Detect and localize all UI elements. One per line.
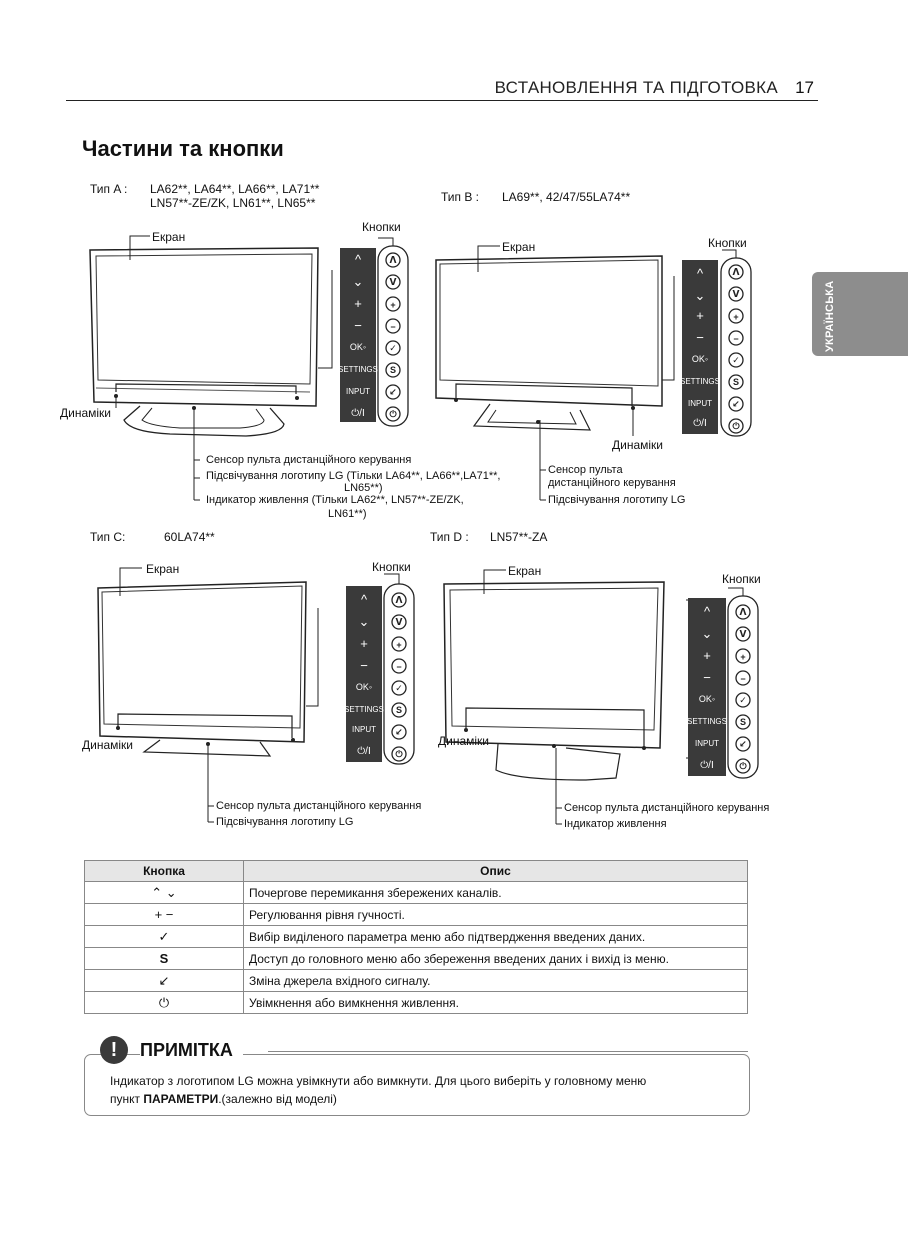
table-header-desc: Опис	[244, 861, 748, 882]
type-c-button-panel	[343, 586, 385, 762]
svg-text:+: +	[390, 300, 396, 310]
svg-text:INPUT: INPUT	[352, 725, 376, 734]
table-row	[85, 926, 748, 948]
svg-text:⌄: ⌄	[352, 274, 364, 289]
svg-text:ᐱ: ᐱ	[395, 595, 403, 605]
type-a-desc-2b: LN65**)	[344, 482, 383, 494]
svg-text:ᐯ: ᐯ	[395, 617, 403, 627]
svg-text:ᐯ: ᐯ	[389, 277, 397, 287]
svg-text:^: ^	[360, 592, 368, 607]
svg-text:⏻: ⏻	[739, 761, 747, 771]
svg-text:✓: ✓	[732, 355, 740, 365]
svg-text:OK◦: OK◦	[349, 342, 367, 352]
table-row	[85, 992, 748, 1014]
exclamation-icon: !	[100, 1036, 128, 1064]
page-number: 17	[795, 78, 814, 97]
table-row	[85, 904, 748, 926]
svg-text:−: −	[733, 334, 739, 344]
svg-text:S: S	[739, 717, 747, 727]
table-cell-desc: Зміна джерела вхідного сигналу.	[244, 970, 748, 992]
type-a-models-1: LA62**, LA64**, LA66**, LA71**	[150, 182, 320, 196]
svg-text:ᐱ: ᐱ	[739, 607, 747, 617]
table-row	[85, 882, 748, 904]
svg-text:SETTINGS: SETTINGS	[679, 377, 721, 386]
type-d-desc-leaders	[548, 748, 568, 828]
type-a-screen-label: Екран	[152, 230, 186, 244]
type-a-buttons-label: Кнопки	[362, 220, 401, 234]
button-description-table	[84, 860, 748, 1014]
svg-text:−: −	[354, 318, 362, 333]
svg-text:ᐱ: ᐱ	[732, 267, 740, 277]
svg-text:✓: ✓	[739, 695, 747, 705]
svg-text:⌄: ⌄	[701, 626, 713, 641]
note-title: ПРИМІТКА	[140, 1040, 243, 1061]
svg-text:ᐯ: ᐯ	[732, 289, 740, 299]
table-cell-desc: Почергове перемикання збережених каналів.	[244, 882, 748, 904]
svg-text:+: +	[696, 308, 704, 323]
svg-text:⌄: ⌄	[694, 288, 706, 303]
svg-text:✓: ✓	[389, 343, 397, 353]
type-a-models-2: LN57**-ZE/ZK, LN61**, LN65**	[150, 196, 316, 210]
type-c-tv-frame	[98, 582, 306, 742]
table-header-row	[85, 861, 748, 882]
type-b-tv-diagram	[430, 230, 760, 440]
table-cell-key: + −	[85, 904, 244, 926]
type-d-speakers-label: Динаміки	[438, 734, 489, 748]
type-c-buttons-label: Кнопки	[372, 560, 411, 574]
table-header-button: Кнопка	[85, 861, 244, 882]
svg-text:S: S	[395, 705, 403, 715]
svg-text:⏻/I: ⏻/I	[357, 746, 371, 757]
type-d-tv-diagram	[436, 558, 776, 788]
language-tab-label: УКРАЇНСЬКА	[824, 280, 836, 352]
type-c-desc-1: Сенсор пульта дистанційного керування	[216, 800, 422, 812]
type-b-desc-1a: Сенсор пульта	[548, 464, 623, 476]
svg-text:⏻/I: ⏻/I	[693, 418, 707, 429]
svg-text:ᐱ: ᐱ	[389, 255, 397, 265]
type-b-buttons-label: Кнопки	[708, 236, 747, 250]
svg-text:SETTINGS: SETTINGS	[337, 365, 379, 374]
table-cell-key: S	[85, 948, 244, 970]
svg-text:−: −	[703, 670, 711, 685]
type-b-label: Тип B :	[441, 190, 480, 204]
svg-text:↙: ↙	[389, 387, 397, 397]
type-d-desc-2: Індикатор живлення	[564, 818, 667, 830]
table-cell-desc: Регулювання рівня гучності.	[244, 904, 748, 926]
type-d-models: LN57**-ZA	[490, 530, 548, 544]
type-d-screen-label: Екран	[508, 564, 542, 578]
type-d-tv-frame	[444, 582, 664, 748]
svg-text:⏻/I: ⏻/I	[700, 760, 714, 771]
svg-text:OK◦: OK◦	[355, 682, 373, 692]
svg-text:INPUT: INPUT	[695, 739, 719, 748]
svg-text:INPUT: INPUT	[688, 399, 712, 408]
table-row	[85, 948, 748, 970]
table-cell-key: ✓	[85, 926, 244, 948]
type-b-screen-label: Екран	[502, 240, 536, 254]
svg-text:+: +	[740, 652, 746, 662]
table-cell-key: ↙	[85, 970, 244, 992]
type-c-label: Тип C:	[90, 530, 126, 544]
table-row	[85, 970, 748, 992]
svg-text:−: −	[396, 662, 402, 672]
note-text-line-2	[110, 1090, 730, 1108]
svg-text:INPUT: INPUT	[346, 387, 370, 396]
svg-text:⏻: ⏻	[389, 409, 397, 419]
type-a-speakers-label: Динаміки	[60, 406, 111, 420]
svg-text:⏻: ⏻	[732, 421, 740, 431]
type-c-models: 60LA74**	[164, 530, 215, 544]
svg-text:−: −	[390, 322, 396, 332]
svg-text:⏻: ⏻	[395, 749, 403, 759]
svg-text:↙: ↙	[732, 399, 740, 409]
svg-text:OK◦: OK◦	[691, 354, 709, 364]
svg-text:S: S	[389, 365, 397, 375]
svg-text:+: +	[354, 296, 362, 311]
type-d-buttons-label: Кнопки	[722, 572, 761, 586]
note-text-line-1: Індикатор з логотипом LG можна увімкнути або вимкнути. Для цього виберіть у головному меню	[110, 1074, 647, 1088]
type-a-desc-3b: LN61**)	[328, 508, 367, 520]
type-a-desc-leaders	[186, 408, 206, 508]
note-text-2b: ПАРАМЕТРИ	[143, 1092, 219, 1106]
svg-text:−: −	[696, 330, 704, 345]
type-c-speakers-label: Динаміки	[82, 738, 133, 752]
table-cell-desc: Доступ до головного меню або збереження введених даних і вихід із меню.	[244, 948, 748, 970]
table-cell-desc: Вибір виділеного параметра меню або підтвердження введених даних.	[244, 926, 748, 948]
svg-text:^: ^	[703, 604, 711, 619]
svg-text:−: −	[740, 674, 746, 684]
table-cell-key: ⏻	[85, 992, 244, 1014]
svg-text:^: ^	[696, 266, 704, 281]
type-a-desc-2a: Підсвічування логотипу LG (Тільки LA64**, LA66**,LA71**,	[206, 470, 501, 482]
type-c-icon-column	[384, 584, 414, 764]
svg-text:+: +	[703, 648, 711, 663]
type-d-label: Тип D :	[430, 530, 469, 544]
note-text-2a: пункт	[110, 1092, 144, 1106]
header-title: ВСТАНОВЛЕННЯ ТА ПІДГОТОВКА	[494, 78, 778, 97]
svg-text:↙: ↙	[739, 739, 747, 749]
svg-text:+: +	[396, 640, 402, 650]
svg-text:⏻/I: ⏻/I	[351, 408, 365, 419]
svg-text:S: S	[732, 377, 740, 387]
type-d-button-panel	[688, 598, 726, 776]
note-text-2c: .(залежно від моделі)	[218, 1092, 337, 1106]
type-a-label: Тип A :	[90, 182, 128, 196]
type-d-desc-1: Сенсор пульта дистанційного керування	[564, 802, 770, 814]
svg-text:+: +	[733, 312, 739, 322]
svg-text:OK◦: OK◦	[698, 694, 716, 704]
section-title: Частини та кнопки	[82, 136, 284, 161]
type-c-screen-label: Екран	[146, 562, 180, 576]
svg-text:ᐯ: ᐯ	[739, 629, 747, 639]
type-a-desc-1: Сенсор пульта дистанційного керування	[206, 454, 412, 466]
svg-text:⌄: ⌄	[358, 614, 370, 629]
svg-text:^: ^	[354, 252, 362, 267]
type-b-speakers-label: Динаміки	[612, 438, 663, 452]
svg-text:+: +	[360, 636, 368, 651]
table-cell-key: ⌃ ⌄	[85, 882, 244, 904]
type-b-icon-column	[721, 258, 751, 436]
note-divider	[268, 1051, 748, 1052]
type-c-desc-2: Підсвічування логотипу LG	[216, 816, 354, 828]
type-b-desc-1b: дистанційного керування	[548, 477, 676, 489]
type-b-models: LA69**, 42/47/55LA74**	[502, 190, 631, 204]
language-tab	[812, 272, 908, 356]
svg-text:SETTINGS: SETTINGS	[686, 717, 728, 726]
type-a-desc-3a: Індикатор живлення (Тільки LA62**, LN57**-ZE/ZK,	[206, 494, 464, 506]
svg-text:✓: ✓	[395, 683, 403, 693]
svg-text:SETTINGS: SETTINGS	[343, 705, 385, 714]
svg-text:↙: ↙	[395, 727, 403, 737]
svg-text:−: −	[360, 658, 368, 673]
type-b-desc-2: Підсвічування логотипу LG	[548, 494, 686, 506]
note-text	[110, 1072, 730, 1108]
table-cell-desc: Увімкнення або вимкнення живлення.	[244, 992, 748, 1014]
page-header	[66, 72, 818, 101]
